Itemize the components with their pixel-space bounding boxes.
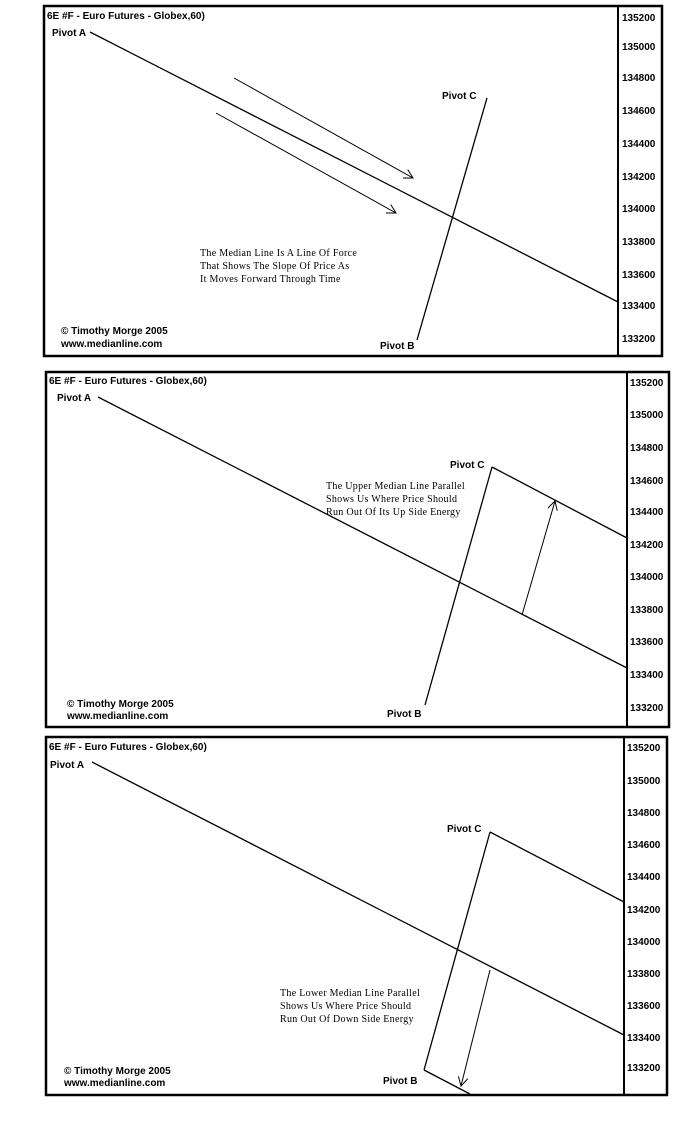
website-text: www.medianline.com	[67, 711, 169, 722]
annotation-line: Run Out Of Down Side Energy	[280, 1014, 414, 1025]
median-line	[98, 397, 627, 668]
y-tick-label: 133200	[627, 1063, 661, 1074]
website-text: www.medianline.com	[61, 339, 163, 350]
pivot-c-label: Pivot C	[450, 460, 485, 471]
y-tick-label: 134400	[627, 872, 661, 883]
y-tick-label: 135200	[630, 378, 664, 389]
y-tick-label: 133800	[622, 237, 656, 248]
pivot-c-label: Pivot C	[447, 824, 482, 835]
y-tick-label: 134600	[622, 106, 656, 117]
y-tick-labels	[627, 743, 661, 1074]
y-tick-label: 133200	[622, 334, 656, 345]
y-tick-label: 134000	[622, 204, 656, 215]
y-tick-label: 134000	[630, 572, 664, 583]
chart-svg-3	[0, 730, 700, 1100]
annotation-line: The Upper Median Line Parallel	[326, 481, 465, 492]
chart-frame	[44, 6, 662, 356]
y-tick-label: 134600	[627, 840, 661, 851]
y-tick-label: 134600	[630, 476, 664, 487]
pivot-c-label: Pivot C	[442, 91, 477, 102]
y-tick-labels	[622, 13, 656, 345]
pivot-b-label: Pivot B	[383, 1076, 418, 1087]
chart-panel-2	[0, 365, 700, 730]
y-tick-label: 134200	[630, 540, 664, 551]
y-tick-label: 135000	[630, 410, 664, 421]
pivot-bc-line	[424, 832, 490, 1070]
annotation-line: The Median Line Is A Line Of Force	[200, 248, 358, 259]
chart-svg-1	[0, 0, 700, 362]
y-tick-label: 133400	[630, 670, 664, 681]
y-tick-labels	[630, 378, 664, 714]
y-tick-label: 135000	[627, 776, 661, 787]
y-tick-label: 134400	[630, 507, 664, 518]
y-tick-label: 133800	[627, 969, 661, 980]
y-tick-label: 133400	[622, 301, 656, 312]
chart-title: 6E #F - Euro Futures - Globex,60)	[49, 742, 207, 753]
annotation-line: Run Out Of Its Up Side Energy	[326, 507, 461, 518]
y-tick-label: 133600	[622, 270, 656, 281]
annotation-line: Shows Us Where Price Should	[326, 494, 458, 505]
website-text: www.medianline.com	[64, 1078, 166, 1089]
pivot-a-label: Pivot A	[57, 393, 92, 404]
copyright-text: © Timothy Morge 2005	[61, 326, 168, 337]
y-tick-label: 134800	[622, 73, 656, 84]
copyright-text: © Timothy Morge 2005	[67, 699, 174, 710]
median-line	[90, 32, 618, 302]
pivot-c-line	[490, 832, 624, 902]
y-tick-label: 134000	[627, 937, 661, 948]
chart-svg-2	[0, 365, 700, 730]
y-tick-label: 133600	[627, 1001, 661, 1012]
y-tick-label: 134200	[622, 172, 656, 183]
annotation-line: Shows Us Where Price Should	[280, 1001, 412, 1012]
direction-arrow	[216, 113, 396, 213]
pivot-a-label: Pivot A	[52, 28, 87, 39]
direction-arrow	[461, 970, 490, 1086]
annotation-line: The Lower Median Line Parallel	[280, 988, 421, 999]
y-tick-label: 133400	[627, 1033, 661, 1044]
y-tick-label: 133200	[630, 703, 664, 714]
annotation-line: It Moves Forward Through Time	[200, 274, 341, 285]
y-tick-label: 134800	[627, 808, 661, 819]
y-tick-label: 135200	[627, 743, 661, 754]
chart-frame	[46, 372, 669, 727]
copyright-text: © Timothy Morge 2005	[64, 1066, 171, 1077]
y-tick-label: 133800	[630, 605, 664, 616]
y-tick-label: 133600	[630, 637, 664, 648]
chart-title: 6E #F - Euro Futures - Globex,60)	[49, 376, 207, 387]
y-tick-label: 134200	[627, 905, 661, 916]
chart-frame	[46, 737, 667, 1095]
chart-title: 6E #F - Euro Futures - Globex,60)	[47, 11, 205, 22]
pivot-b-label: Pivot B	[387, 709, 422, 720]
pivot-bc-line	[417, 98, 487, 340]
direction-arrow	[234, 78, 413, 178]
chart-panel-1	[0, 0, 700, 362]
direction-arrow	[522, 501, 555, 615]
y-tick-label: 134800	[630, 443, 664, 454]
chart-panel-3	[0, 730, 700, 1100]
y-tick-label: 134400	[622, 139, 656, 150]
annotation-line: That Shows The Slope Of Price As	[200, 261, 350, 272]
pivot-a-label: Pivot A	[50, 760, 85, 771]
y-tick-label: 135200	[622, 13, 656, 24]
y-tick-label: 135000	[622, 42, 656, 53]
lower-median-line-parallel	[424, 1070, 470, 1094]
upper-median-line-parallel	[492, 467, 627, 538]
pivot-b-label: Pivot B	[380, 341, 415, 352]
